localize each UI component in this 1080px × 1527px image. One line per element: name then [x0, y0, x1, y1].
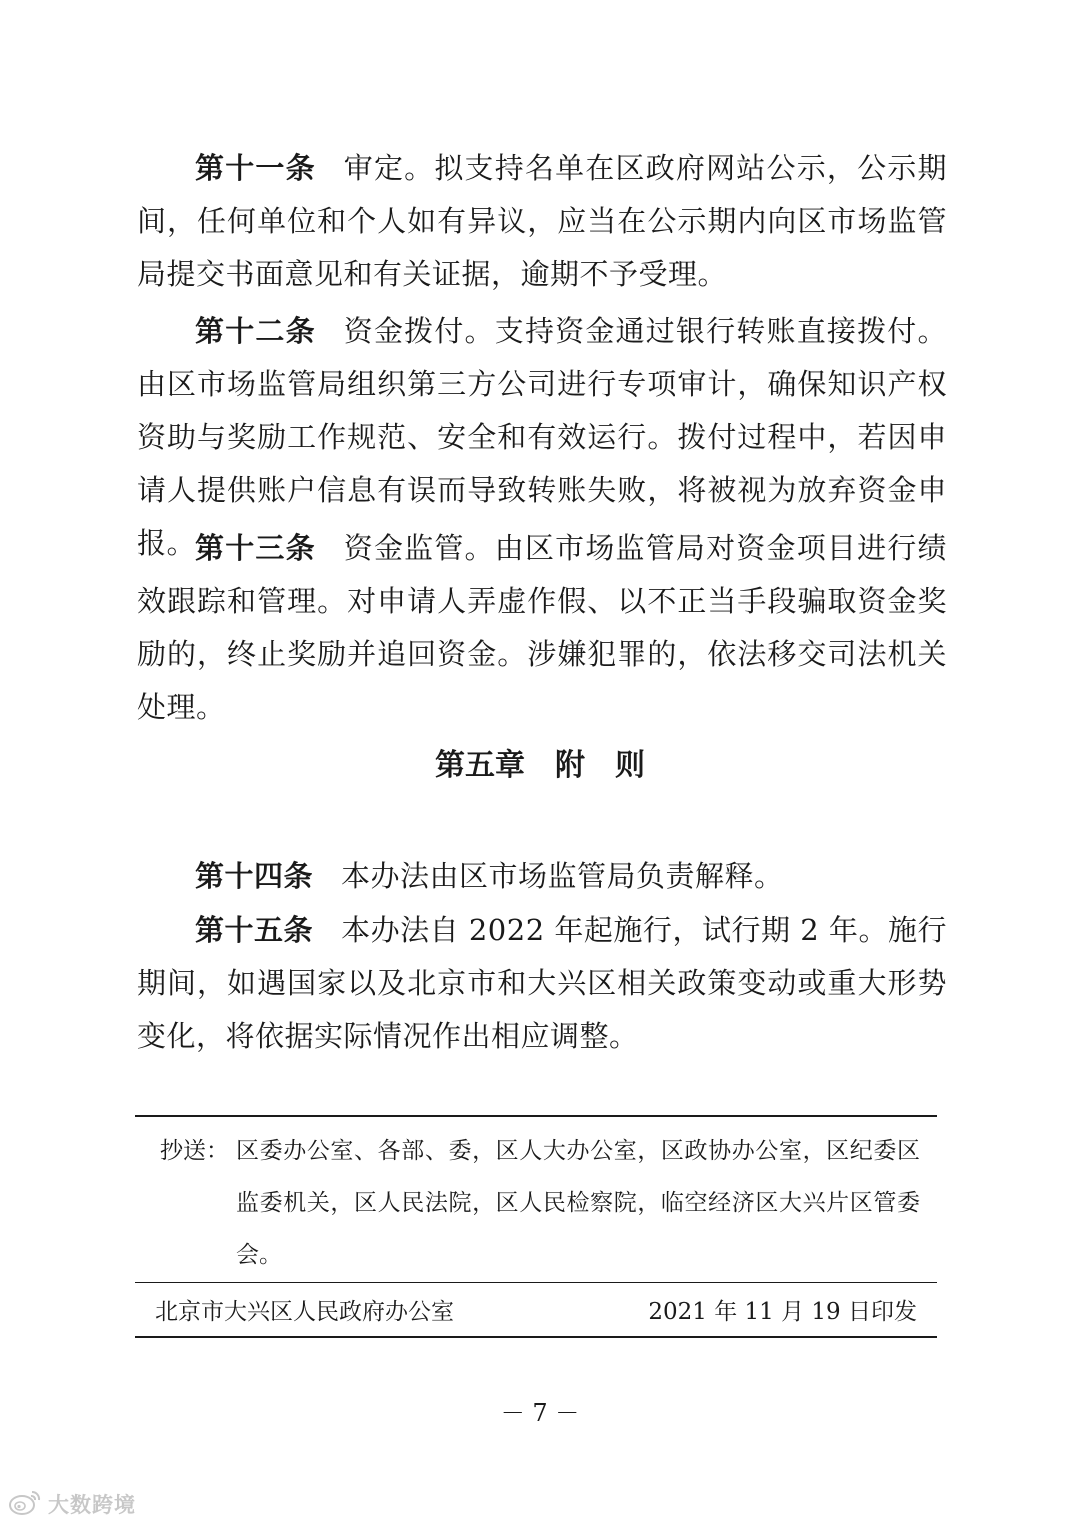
article-13: [137, 522, 947, 734]
article-12-text: 资金拨付。支持资金通过银行转账直接拨付。由区市场监管局组织第三方公司进行专项审计，确保知识产权资助与奖励工作规范、安全和有效运行。拨付过程中，若因申请人提供账户信息有误而导致转账失败，将被视为放弃资金申报。: [137, 314, 947, 560]
article-11-label: 第十一条: [195, 151, 316, 185]
article-11-text: 审定。拟支持名单在区政府网站公示，公示期间，任何单位和个人如有异议，应当在公示期内向区市场监管局提交书面意见和有关证据，逾期不予受理。: [137, 151, 947, 291]
weibo-logo-icon: [8, 1488, 42, 1520]
article-11: [137, 142, 947, 301]
article-14: [137, 850, 947, 903]
article-15-label: 第十五条: [195, 913, 314, 947]
article-13-text: 资金监管。由区市场监管局对资金项目进行绩效跟踪和管理。对申请人弄虚作假、以不正当手段骗取资金奖励的，终止奖励并追回资金。涉嫌犯罪的，依法移交司法机关处理。: [137, 531, 947, 724]
distribution-label: 抄送：: [160, 1138, 229, 1164]
watermark: [8, 1488, 136, 1520]
page-number: － 7 －: [500, 1399, 580, 1427]
issue-date: 2021 年 11 月 19 日印发: [648, 1299, 917, 1325]
distribution-list: 区委办公室、各部、委，区人大办公室，区政协办公室，区纪委区监委机关，区人民法院，区人民检察院，临空经济区大兴片区管委会。: [236, 1138, 920, 1268]
article-12-label: 第十二条: [195, 314, 316, 348]
watermark-text: 大数跨境: [48, 1493, 136, 1517]
article-14-label: 第十四条: [195, 859, 314, 893]
article-15-text: 本办法自 2022 年起施行，试行期 2 年。施行期间，如遇国家以及北京市和大兴区相关政策变动或重大形势变化，将依据实际情况作出相应调整。: [137, 913, 947, 1053]
issuing-office: 北京市大兴区人民政府办公室: [155, 1299, 454, 1325]
chapter-heading: 第五章 附 则: [435, 748, 645, 783]
bottom-rule: [135, 1336, 937, 1338]
article-14-text: 本办法由区市场监管局负责解释。: [341, 859, 784, 893]
article-15: [137, 904, 947, 1063]
top-rule: [135, 1115, 937, 1117]
article-13-label: 第十三条: [195, 531, 316, 565]
middle-rule: [135, 1282, 937, 1283]
